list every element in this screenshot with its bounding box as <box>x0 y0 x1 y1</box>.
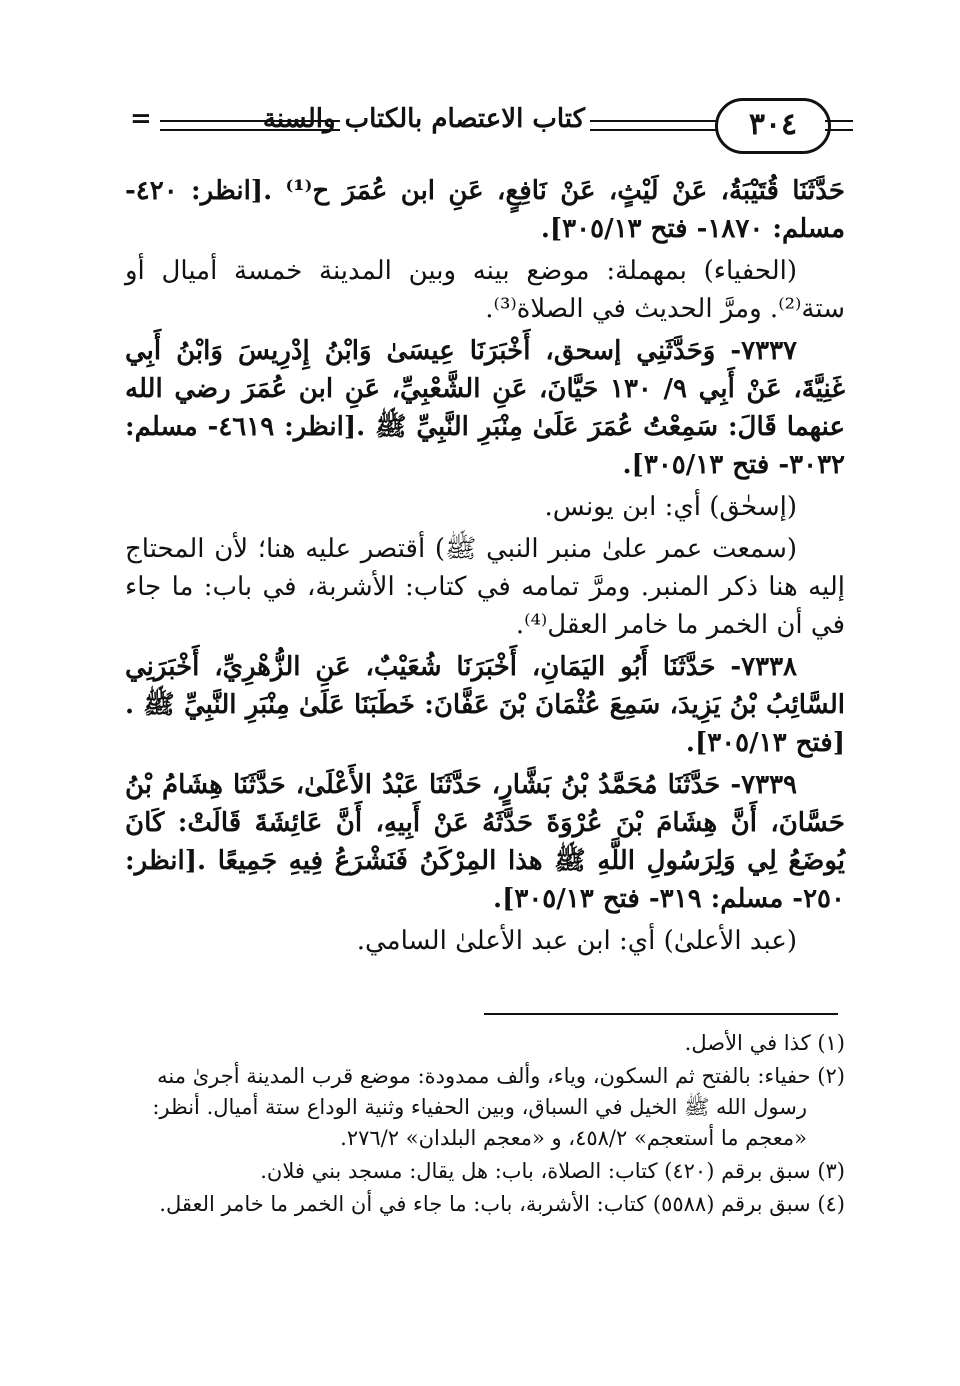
footnote-item: (٤) سبق برقم (٥٥٨٨) كتاب: الأشربة، باب: ما جاء في أن الخمر ما خامر العقل. <box>159 1192 845 1216</box>
header-dash: = <box>130 104 152 134</box>
footnotes <box>125 1028 845 1222</box>
paragraph-hadith-7337: ٧٣٣٧- وَحَدَّثَنِي إسحق، أَخْبَرَنَا عِيسَىٰ وَابْنُ إِدْرِيسَ وَابْنُ أَبِي غَنِيَّةَ، عَنْ أَبِي ٩/ ١٣٠ حَيَّانَ، عَنِ الشَّعْبِيِّ، عَنِ ابن عُمَرَ رضي الله عنهما قَالَ: سَمِعْتُ عُمَرَ عَلَىٰ مِنْبَرِ النَّبِيِّ ﷺ .[انظر: ٤٦١٩- مسلم: ٣٠٣٢- فتح ٣٠٥/١٣]. <box>125 336 845 480</box>
main-text <box>125 172 845 964</box>
paragraph-commentary: (عبد الأعلىٰ) أي: ابن عبد الأعلىٰ السامي. <box>356 926 797 956</box>
footnote-item: (٢) حفياء: بالفتح ثم السكون، وياء، وألف ممدودة: موضع قرب المدينة أجرىٰ منه رسول الله ﷺ الخيل في السباق، وبين الحفياء وثنية الوداع ستة أميال. أنظر: «معجم ما أستعجم» ٤٥٨/٢، و «معجم البلدان» ٢٧٦/٢. <box>152 1064 845 1150</box>
page-header <box>120 98 850 168</box>
footnote-item: (١) كذا في الأصل. <box>684 1031 845 1055</box>
footnote-separator <box>484 1013 838 1015</box>
paragraph-commentary: (سمعت عمر علىٰ منبر النبي ﷺ) أقتصر عليه هنا؛ لأن المحتاج إليه هنا ذكر المنبر. ومرَّ تمامه في كتاب: الأشربة، في باب: ما جاء في أن الخمر ما خامر العقل⁽⁴⁾. <box>125 534 845 640</box>
header-rule-tail <box>825 120 853 131</box>
paragraph-hadith-7339: ٧٣٣٩- حَدَّثَنَا مُحَمَّدُ بْنُ بَشَّارٍ، حَدَّثَنَا عَبْدُ الأَعْلَىٰ، حَدَّثَنَا هِشَامُ بْنُ حَسَّانَ، أَنَّ هِشَامَ بْنَ عُرْوَةَ حَدَّثَهُ عَنْ أَبِيهِ، أَنَّ عَائِشَةَ قَالَتْ: كَانَ يُوضَعُ لِي وَلِرَسُولِ اللَّهِ ﷺ هذا المِرْكَنُ فَنَشْرَعُ فِيهِ جَمِيعًا .[انظر: ٢٥٠- مسلم: ٣١٩- فتح ٣٠٥/١٣]. <box>125 770 845 914</box>
paragraph-hadith-7338: ٧٣٣٨- حَدَّثَنَا أَبُو اليَمَانِ، أَخْبَرَنَا شُعَيْبٌ، عَنِ الزُّهْرِيِّ، أَخْبَرَنِي السَّائِبُ بْنُ يَزِيدَ، سَمِعَ عُثْمَانَ بْنَ عَفَّانَ: خَطَبَنَا عَلَىٰ مِنْبَرِ النَّبِيِّ ﷺ .[فتح ٣٠٥/١٣]. <box>125 652 845 758</box>
page-number-badge <box>715 98 831 154</box>
book-title: كتاب الاعتصام بالكتاب والسنة <box>262 104 585 134</box>
paragraph-commentary: (إسحٰق) أي: ابن يونس. <box>544 492 797 522</box>
paragraph-hadith-continuation: حَدَّثَنَا قُتَيْبَةُ، عَنْ لَيْثٍ، عَنْ نَافِعٍ، عَنِ ابن عُمَرَ ح⁽¹⁾ .[انظر: ٤٢٠- مسلم: ١٨٧٠- فتح ٣٠٥/١٣]. <box>125 176 845 244</box>
paragraph-commentary: (الحفياء) بمهملة: موضع بينه وبين المدينة خمسة أميال أو ستة⁽²⁾. ومرَّ الحديث في الصلاة⁽³⁾. <box>125 256 845 324</box>
page-number: ٣٠٤ <box>748 107 798 142</box>
footnote-item: (٣) سبق برقم (٤٢٠) كتاب: الصلاة، باب: هل يقال: مسجد بني فلان. <box>260 1159 845 1183</box>
